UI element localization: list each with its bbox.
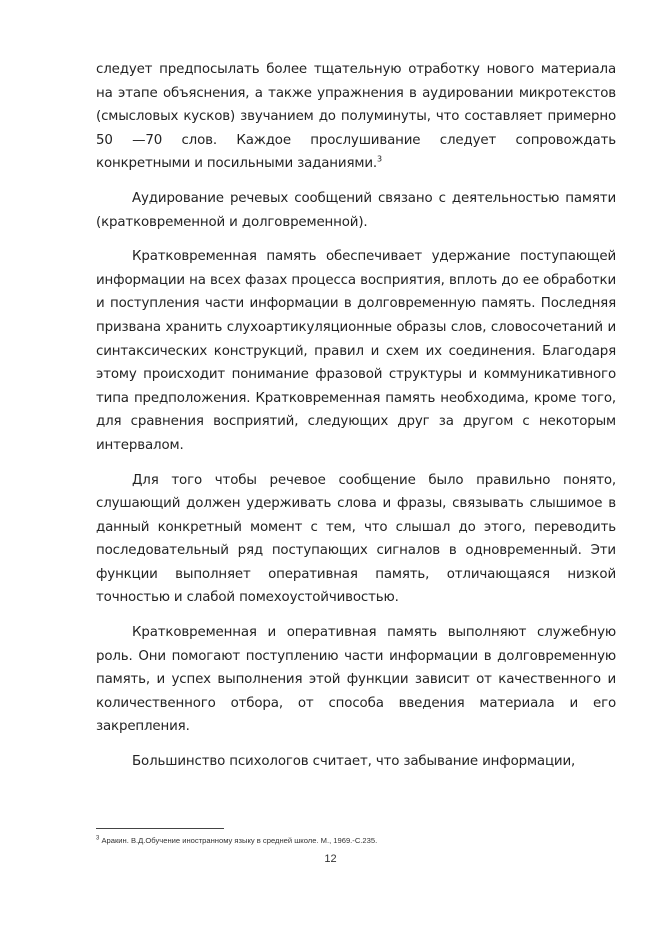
- paragraph-3: Кратковременная память обеспечивает удержание поступающей информации на всех фазах процесса восприятия, вплоть до ее обработки и поступления части информации в долговременную память. Последняя призвана хранить слухоартикуляционные образы слов, словосочетаний и синтаксических конструкций, правил и схем их соединения. Благодаря этому происходит понимание фразовой структуры и коммуникативного типа предположения. Кратковременная память необходима, кроме того, для сравнения восприятий, следующих друг за другом с некоторым интервалом.: [96, 249, 616, 453]
- paragraph-6: Большинство психологов считает, что забывание информации,: [132, 754, 576, 770]
- paragraph-1: [96, 58, 616, 176]
- paragraph-2: Аудирование речевых сообщений связано с деятельностью памяти (кратковременной и долговременной).: [96, 190, 616, 230]
- footnote: [96, 836, 377, 845]
- paragraph-5: Кратковременная и оперативная память выполняют служебную роль. Они помогают поступлению части информации в долговременную память, и успех выполнения этой функции зависит от качественного и количественного отбора, от способа введения материала и его закрепления.: [96, 625, 616, 735]
- footnote-reference[interactable]: 3: [376, 154, 382, 164]
- page-number: 12: [324, 853, 337, 865]
- paragraph-1-text: следует предпосылать более тщательную отработку нового материала на этапе объяснения, а также упражнения в аудировании микротекстов (смысловых кусков) звучанием до полуминуты, что составляет примерно 50 —70 слов. Каждое прослушивание следует сопровождать конкретными и посильными заданиями.: [96, 62, 616, 172]
- document-body: [96, 58, 616, 785]
- footnote-separator: [96, 828, 224, 829]
- footnote-text: Аракин. В.Д.Обучение иностранному языку в средней школе. М., 1969.-С.235.: [101, 836, 378, 845]
- paragraph-4: Для того чтобы речевое сообщение было правильно понято, слушающий должен удерживать слова и фразы, связывать слышимое в данный конкретный момент с тем, что слышал до этого, переводить последовательный ряд поступающих сигналов в одновременный. Эти функции выполняет оперативная память, отличающаяся низкой точностью и слабой помехоустойчивостью.: [96, 472, 616, 606]
- footnote-marker: 3: [96, 835, 100, 842]
